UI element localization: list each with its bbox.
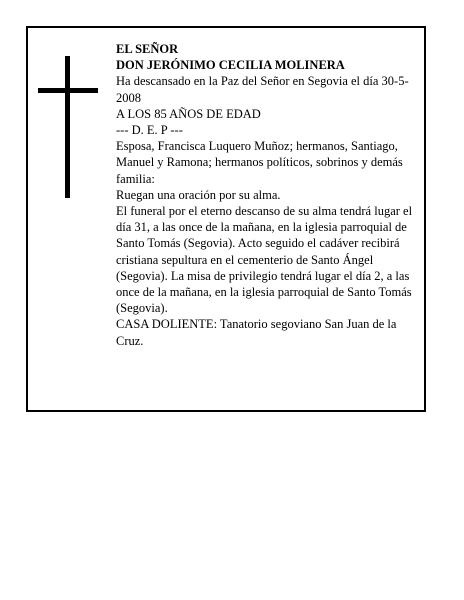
cross-icon — [38, 56, 98, 198]
family-line: Esposa, Francisca Luquero Muñoz; hermanos, Santiago, Manuel y Ramona; hermanos políticos, sobrinos y demás familia: — [116, 139, 403, 186]
rip-line: --- D. E. P --- — [116, 123, 183, 138]
notice-title: EL SEÑOR — [116, 42, 179, 56]
notice-text — [116, 41, 422, 349]
obituary-notice — [26, 26, 426, 412]
death-announcement: Ha descansado en la Paz del Señor en Segovia el día 30-5-2008 — [116, 74, 409, 105]
mourning-house: CASA DOLIENTE: Tanatorio segoviano San Juan de la Cruz. — [116, 317, 397, 348]
prayer-request: Ruegan una oración por su alma. — [116, 187, 281, 202]
funeral-details: El funeral por el eterno descanso de su alma tendrá lugar el día 31, a las once de la mañana, en la iglesia parroquial de Santo Tomás (Segovia). Acto seguido el cadáver recibirá cristiana sepultura en el cementerio de Santo Ángel (Segovia). La misa de privilegio tendrá lugar el día 2, a las once de la mañana, en la iglesia parroquial de Santo Tomás (Segovia). — [116, 204, 413, 316]
age-line: A LOS 85 AÑOS DE EDAD — [116, 106, 261, 121]
deceased-name: DON JERÓNIMO CECILIA MOLINERA — [116, 58, 345, 73]
cross-horizontal-bar — [38, 88, 98, 93]
cross-vertical-bar — [65, 56, 70, 198]
